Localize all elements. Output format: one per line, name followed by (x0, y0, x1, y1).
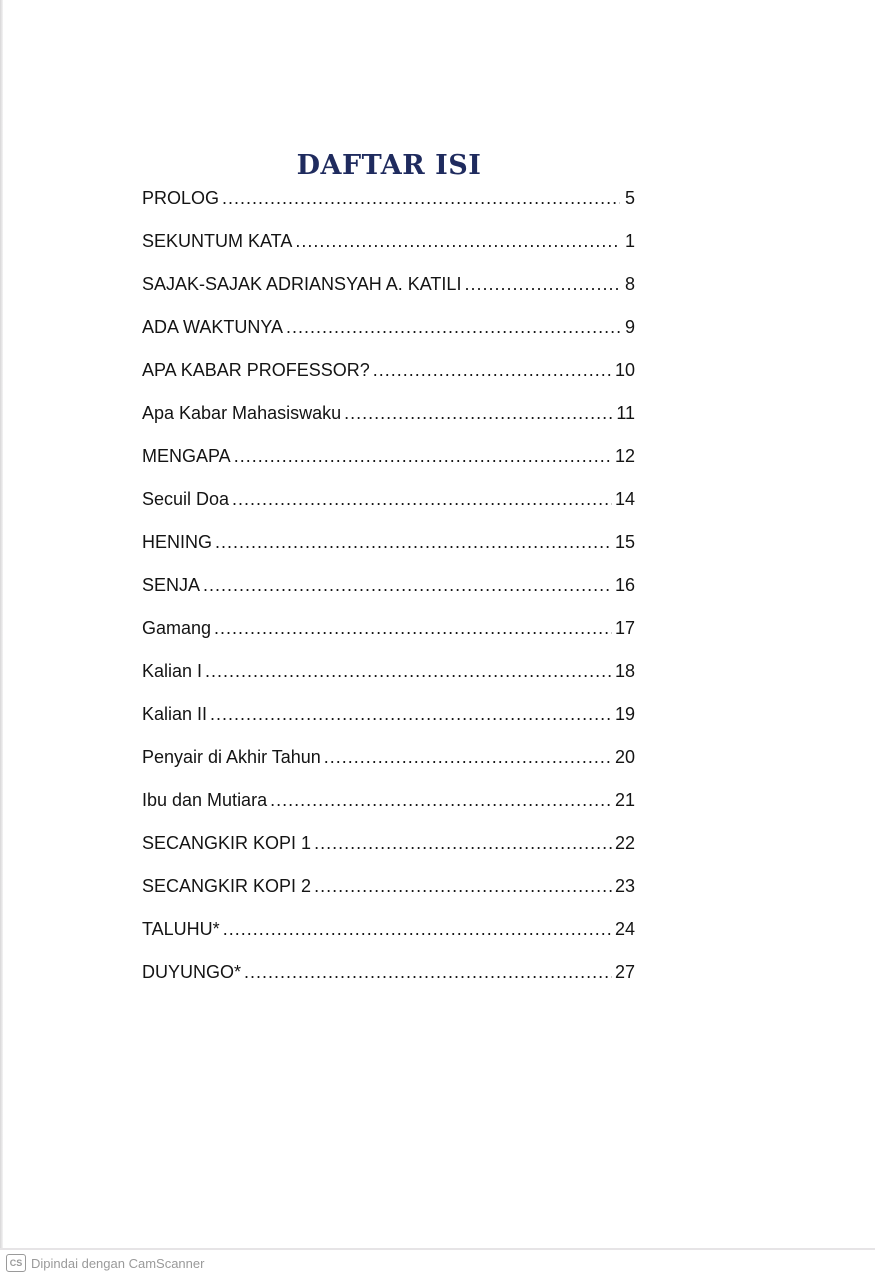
toc-entry-page: 20 (614, 747, 635, 767)
toc-entry-page: 10 (614, 360, 635, 380)
toc-entry (142, 532, 635, 575)
toc-leader-dots (215, 532, 612, 553)
toc-entry-title: PROLOG (142, 188, 220, 208)
toc-leader-dots (214, 618, 612, 639)
toc-leader-dots (324, 747, 612, 768)
toc-entry-title: Ibu dan Mutiara (142, 790, 268, 810)
toc-entry (142, 446, 635, 489)
scan-edge-left (0, 0, 3, 1250)
toc-entry-page: 21 (614, 790, 635, 810)
toc-entry-title: ADA WAKTUNYA (142, 317, 284, 337)
toc-entry-page: 8 (624, 274, 635, 294)
toc-entry (142, 747, 635, 790)
toc-leader-dots (244, 962, 612, 983)
toc-entry (142, 919, 635, 962)
scan-edge-bottom (0, 1248, 875, 1250)
toc-entry-page: 17 (614, 618, 635, 638)
toc-leader-dots (314, 876, 612, 897)
toc-entry (142, 403, 635, 446)
toc-leader-dots (205, 661, 612, 682)
toc-entry (142, 231, 635, 274)
toc-entry-title: TALUHU* (142, 919, 220, 939)
toc-entry-title: Penyair di Akhir Tahun (142, 747, 321, 767)
camscanner-logo-icon: CS (6, 1254, 26, 1272)
toc-entry-title: SECANGKIR KOPI 2 (142, 876, 312, 896)
toc-entry-page: 1 (624, 231, 635, 251)
toc-entry (142, 962, 635, 1005)
toc-entry-page: 15 (614, 532, 635, 552)
toc-entry-title: APA KABAR PROFESSOR? (142, 360, 370, 380)
toc-entry-page: 27 (614, 962, 635, 982)
toc-entry-page: 23 (614, 876, 635, 896)
toc-entry (142, 489, 635, 532)
toc-leader-dots (344, 403, 613, 424)
toc-entry-page: 18 (614, 661, 635, 681)
toc-entry-title: Gamang (142, 618, 212, 638)
toc-entry-page: 19 (614, 704, 635, 724)
toc-entry-page: 12 (614, 446, 635, 466)
toc-entry-title: SECANGKIR KOPI 1 (142, 833, 312, 853)
toc-entry (142, 704, 635, 747)
toc-entry-title: Secuil Doa (142, 489, 230, 509)
watermark-text: Dipindai dengan CamScanner (31, 1255, 205, 1271)
toc-entry-page: 11 (616, 403, 635, 423)
toc-entry-page: 24 (614, 919, 635, 939)
toc-entry-title: Kalian I (142, 661, 203, 681)
toc-entry-title: SAJAK-SAJAK ADRIANSYAH A. KATILI (142, 274, 462, 294)
toc-leader-dots (234, 446, 612, 467)
toc-leader-dots (232, 489, 612, 510)
toc-leader-dots (464, 274, 620, 295)
camscanner-watermark (6, 1254, 204, 1272)
toc-leader-dots (314, 833, 612, 854)
toc-entry-title: SEKUNTUM KATA (142, 231, 293, 251)
toc-entry-title: MENGAPA (142, 446, 231, 466)
toc-entry (142, 833, 635, 876)
toc-entry-title: Kalian II (142, 704, 208, 724)
toc-leader-dots (270, 790, 612, 811)
toc-leader-dots (222, 188, 620, 209)
toc-leader-dots (295, 231, 620, 252)
toc-entry (142, 188, 635, 231)
toc-entry-title: DUYUNGO* (142, 962, 242, 982)
toc-entry (142, 661, 635, 704)
page-title: DAFTAR ISI (296, 150, 482, 181)
toc-entry-title: Apa Kabar Mahasiswaku (142, 403, 342, 423)
toc-entry (142, 618, 635, 661)
toc-entry (142, 360, 635, 403)
toc-entry-page: 16 (614, 575, 635, 595)
toc-entry (142, 317, 635, 360)
toc-leader-dots (373, 360, 612, 381)
toc-entry (142, 575, 635, 618)
toc-entry (142, 274, 635, 317)
toc-leader-dots (286, 317, 620, 338)
toc-entry (142, 876, 635, 919)
toc-leader-dots (203, 575, 612, 596)
toc-leader-dots (223, 919, 612, 940)
table-of-contents (142, 188, 635, 1005)
toc-entry (142, 790, 635, 833)
toc-entry-page: 9 (624, 317, 635, 337)
toc-entry-title: SENJA (142, 575, 201, 595)
toc-entry-page: 5 (624, 188, 635, 208)
toc-entry-page: 22 (614, 833, 635, 853)
toc-entry-title: HENING (142, 532, 213, 552)
toc-leader-dots (210, 704, 612, 725)
toc-entry-page: 14 (614, 489, 635, 509)
